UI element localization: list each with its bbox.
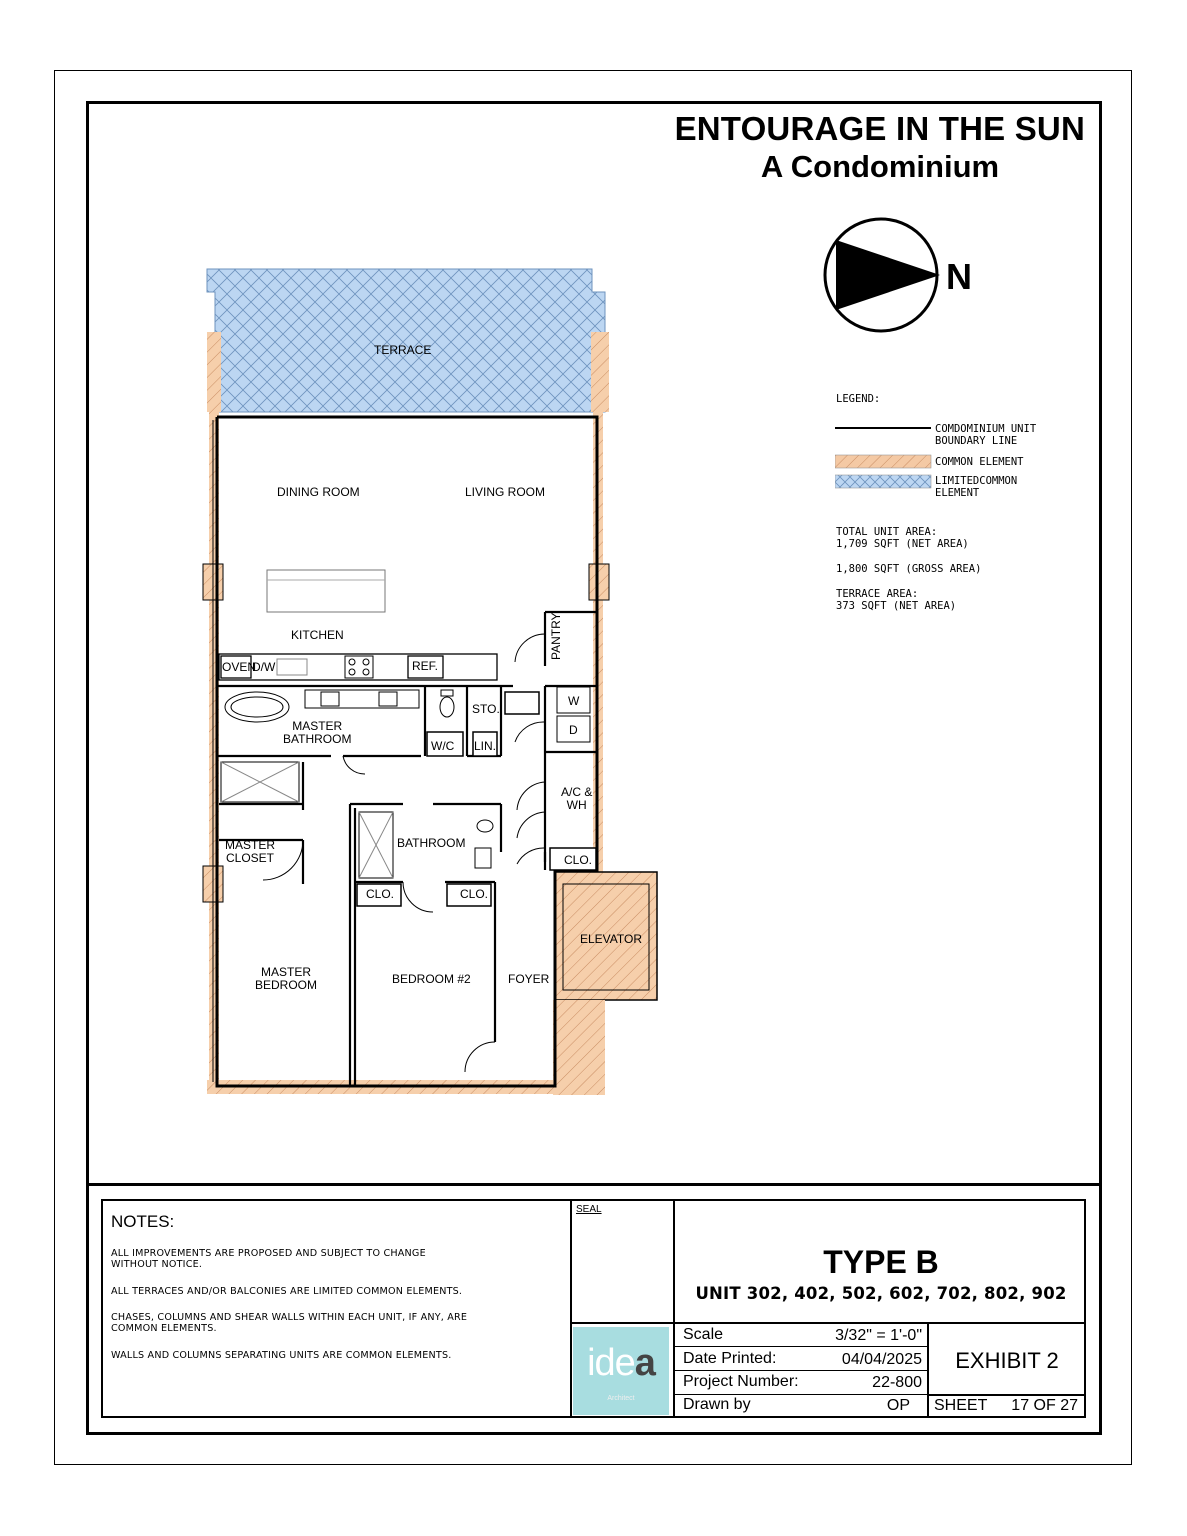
room-label: WH	[566, 798, 587, 812]
common-column	[207, 332, 221, 412]
room-bathroom: BATHROOM	[397, 836, 466, 850]
room-elevator: ELEVATOR	[580, 932, 643, 946]
legend-item-limited	[935, 475, 1017, 499]
legend-label: ELEMENT	[935, 487, 980, 499]
sheet-value: 17 OF 27	[1011, 1397, 1078, 1414]
unit-type: TYPE B	[823, 1244, 939, 1280]
label-ref: REF.	[412, 659, 439, 673]
label-oven: OVEN	[222, 660, 257, 674]
note-item	[111, 1312, 541, 1334]
room-sto: STO.	[472, 702, 500, 716]
legend-item-common	[935, 456, 1024, 468]
legend-swatches	[835, 422, 935, 502]
note-text: WALLS AND COLUMNS SEPARATING UNITS ARE COMMON ELEMENTS.	[111, 1350, 452, 1361]
note-text: WITHOUT NOTICE.	[111, 1259, 203, 1270]
note-text: CHASES, COLUMNS AND SHEAR WALLS WITHIN EACH UNIT, IF ANY, ARE	[111, 1312, 468, 1323]
room-master-closet	[225, 839, 275, 865]
room-kitchen: KITCHEN	[291, 628, 344, 642]
legend-label: COMMON ELEMENT	[935, 456, 1024, 468]
label-washer: W	[568, 694, 580, 708]
room-master-bath	[283, 720, 351, 746]
area-terrace	[836, 588, 956, 612]
area-value: 1,800 SQFT (GROSS AREA)	[836, 563, 982, 575]
date-label: Date Printed:	[683, 1350, 777, 1367]
room-label: MASTER	[225, 838, 276, 852]
area-total	[836, 526, 969, 550]
label-dw: D/W	[252, 660, 276, 674]
room-label: A/C &	[561, 785, 593, 799]
logo-subtext: Architect	[607, 1395, 635, 1402]
area-label: TOTAL UNIT AREA:	[836, 526, 938, 538]
seal-label: SEAL	[576, 1204, 602, 1215]
note-text: ALL IMPROVEMENTS ARE PROPOSED AND SUBJECT TO CHANGE	[111, 1248, 426, 1259]
scale-value: 3/32" = 1'-0"	[835, 1327, 922, 1344]
room-clo: CLO.	[564, 853, 593, 867]
room-terrace: TERRACE	[374, 343, 432, 357]
north-arrow-icon	[822, 216, 942, 334]
titleblock-divider	[86, 1183, 1102, 1186]
note-item	[111, 1248, 541, 1270]
project-subtitle: A Condominium	[760, 149, 1000, 184]
logo-text: a	[634, 1342, 655, 1384]
architect-logo	[573, 1327, 669, 1415]
room-label: MASTER	[292, 719, 343, 733]
project-label: Project Number:	[683, 1373, 799, 1390]
unit-list: UNIT 302, 402, 502, 602, 702, 802, 902	[695, 1284, 1067, 1303]
legend-item-boundary	[935, 423, 1036, 447]
room-wc: W/C	[431, 739, 455, 753]
room-label: BATHROOM	[283, 732, 352, 746]
terrace-area	[207, 269, 605, 412]
room-label: CLOSET	[226, 851, 275, 865]
project-title: ENTOURAGE IN THE SUN	[674, 110, 1085, 147]
date-value: 04/04/2025	[841, 1351, 922, 1368]
area-value: 1,709 SQFT (NET AREA)	[836, 538, 969, 550]
notes-heading: NOTES:	[111, 1212, 175, 1231]
area-label: TERRACE AREA:	[836, 588, 919, 600]
room-acwh	[561, 786, 592, 812]
north-label: N	[946, 256, 972, 297]
drawn-label: Drawn by	[683, 1396, 751, 1413]
room-living: LIVING ROOM	[465, 485, 546, 499]
scale-label: Scale	[683, 1326, 724, 1343]
room-foyer: FOYER	[508, 972, 550, 986]
room-lin: LIN.	[474, 739, 497, 753]
sheet-label: SHEET	[934, 1397, 988, 1414]
exhibit-label: EXHIBIT 2	[955, 1348, 1059, 1373]
room-bedroom2: BEDROOM #2	[392, 972, 471, 986]
room-clo: CLO.	[460, 887, 489, 901]
drawn-value: OP	[886, 1397, 910, 1414]
legend-heading: LEGEND:	[836, 393, 881, 405]
legend-label: BOUNDARY LINE	[935, 435, 1018, 447]
room-dining: DINING ROOM	[277, 485, 360, 499]
common-column	[591, 332, 609, 412]
note-item	[111, 1350, 541, 1361]
note-item	[111, 1286, 541, 1297]
area-gross	[836, 563, 981, 575]
note-text: ALL TERRACES AND/OR BALCONIES ARE LIMITED COMMON ELEMENTS.	[111, 1286, 463, 1297]
room-master-bedroom	[255, 966, 317, 992]
label-dryer: D	[569, 723, 578, 737]
room-pantry: PANTRY	[549, 612, 563, 660]
note-text: COMMON ELEMENTS.	[111, 1323, 217, 1334]
room-label: BEDROOM	[255, 978, 318, 992]
logo-text: ide	[587, 1342, 635, 1384]
area-value: 373 SQFT (NET AREA)	[836, 600, 957, 612]
legend-label: COMDOMINIUM UNIT	[935, 423, 1037, 435]
project-value: 22-800	[872, 1374, 922, 1391]
room-clo: CLO.	[366, 887, 395, 901]
room-label: MASTER	[261, 965, 312, 979]
legend-label: LIMITEDCOMMON	[935, 475, 1018, 487]
